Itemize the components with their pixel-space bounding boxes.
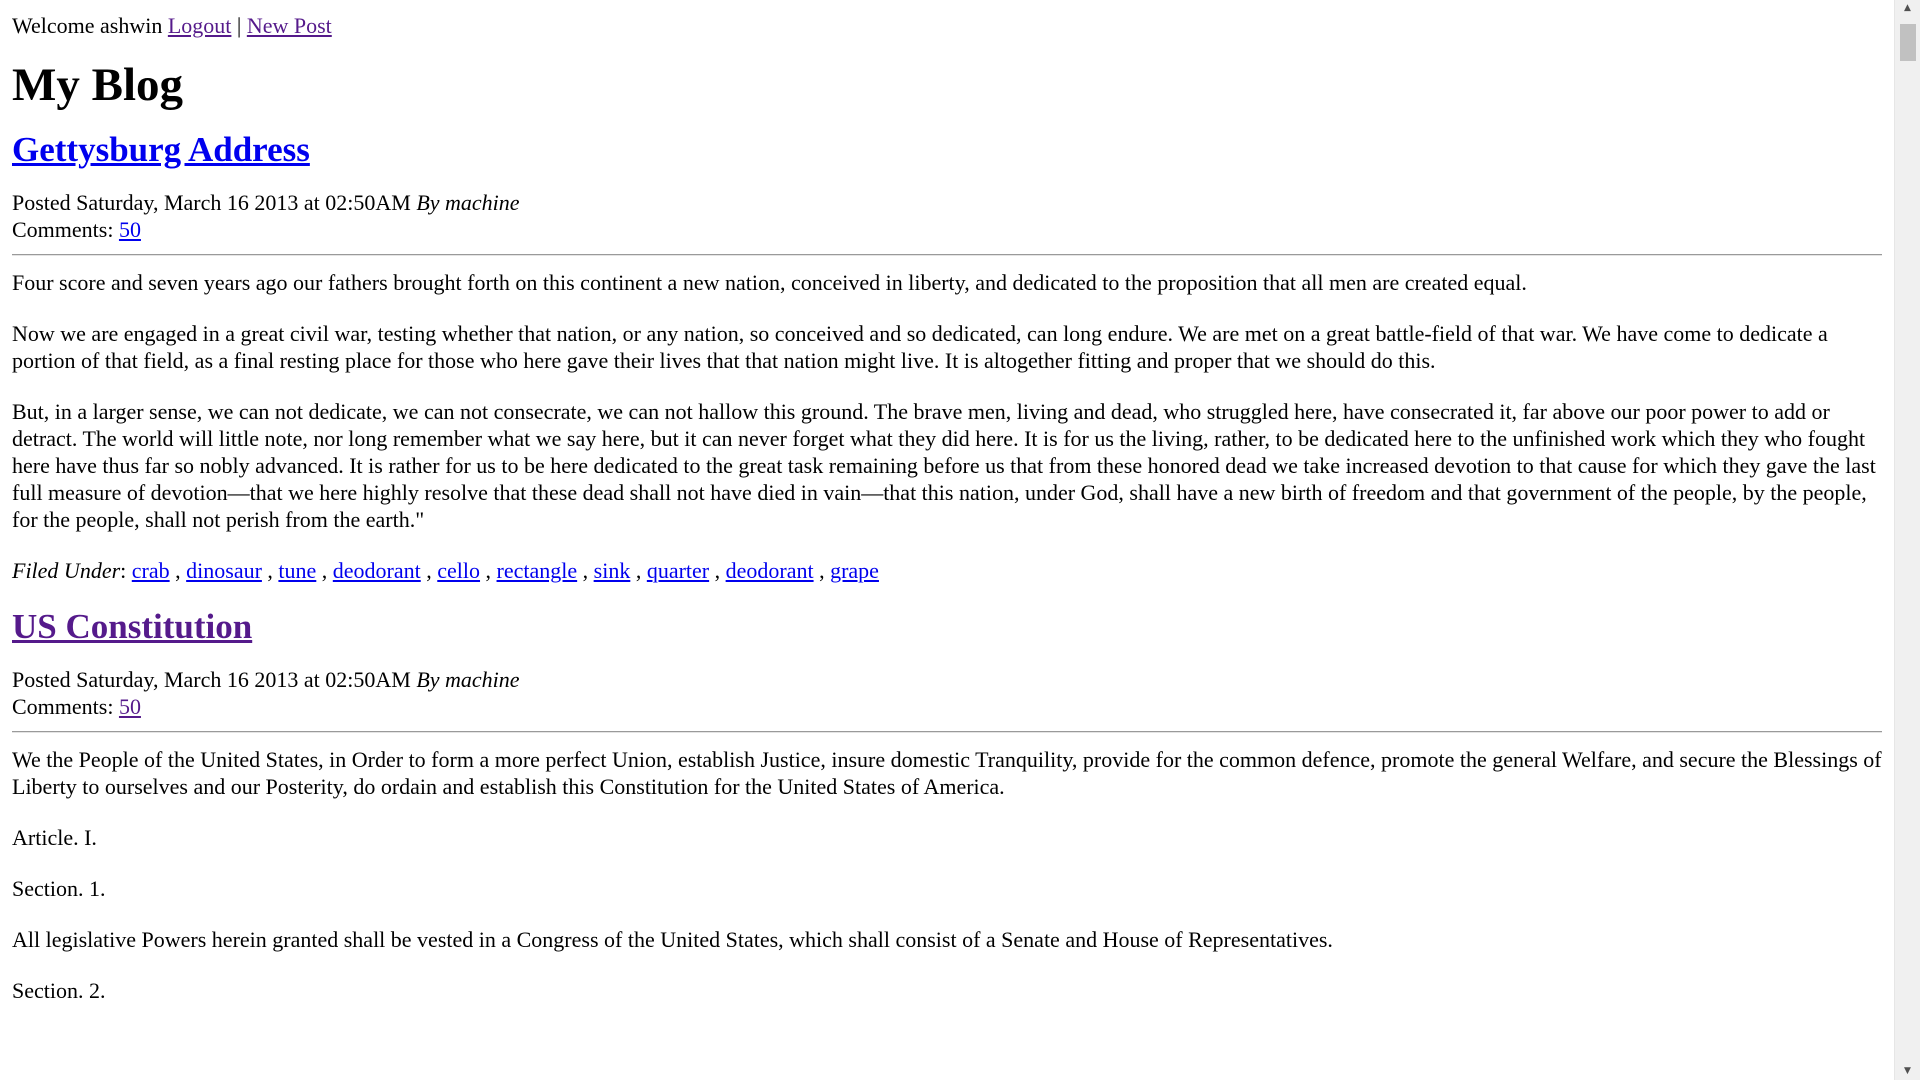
post-title bbox=[12, 606, 1882, 648]
tag-link[interactable]: quarter bbox=[646, 558, 710, 583]
post-by-label: By bbox=[416, 190, 440, 215]
tag-link[interactable]: cello bbox=[437, 558, 481, 583]
post-paragraph: All legislative Powers herein granted shall be vested in a Congress of the United States, which shall consist of a Senate and House of Representatives. bbox=[12, 927, 1333, 952]
post-meta bbox=[12, 666, 1882, 720]
comments-count-link[interactable]: 50 bbox=[118, 217, 141, 242]
tag-link[interactable]: sink bbox=[593, 558, 631, 583]
comments-count-link[interactable]: 50 bbox=[118, 694, 141, 719]
post-title-link[interactable]: Gettysburg Address bbox=[12, 130, 310, 169]
logout-link[interactable]: Logout bbox=[167, 13, 232, 38]
post-date: Posted Saturday, March 16 2013 at 02:50AM bbox=[12, 190, 411, 215]
post-by-label: By bbox=[416, 667, 440, 692]
post-title bbox=[12, 129, 1882, 171]
filed-under-label: Filed Under bbox=[12, 558, 121, 583]
topbar-separator: | bbox=[236, 13, 242, 38]
tag-link[interactable]: deodorant bbox=[332, 558, 421, 583]
post-divider bbox=[12, 731, 1882, 733]
post-us-constitution bbox=[12, 606, 1882, 1004]
post-paragraph: Section. 2. bbox=[12, 978, 106, 1003]
scroll-thumb[interactable] bbox=[1900, 24, 1916, 61]
post-paragraph: Article. I. bbox=[12, 825, 97, 850]
tag-link[interactable]: crab bbox=[131, 558, 170, 583]
post-paragraph: But, in a larger sense, we can not dedicate, we can not consecrate, we can not hallow this ground. The brave men, living and dead, who struggled here, have consecrated it, far above our poor power to add or detract. The world will little note, nor long remember what we say here, but it can never forget what they did here. It is for us the living, rather, to be dedicated here to the unfinished work which they who fought here have thus far so nobly advanced. It is rather for us to be here dedicated to the great task remaining before us that from these honored dead we take increased devotion to that cause for which they gave the last full measure of devotion—that we here highly resolve that these dead shall not have died in vain—that this nation, under God, shall have a new birth of freedom and that government of the people, by the people, for the people, shall not perish from the earth." bbox=[12, 399, 1876, 532]
post-body bbox=[12, 269, 1882, 533]
post-author: machine bbox=[445, 667, 520, 692]
tag-link[interactable]: dinosaur bbox=[186, 558, 262, 583]
comments-label: Comments: bbox=[12, 217, 114, 242]
welcome-text: Welcome ashwin bbox=[12, 13, 163, 38]
vertical-scrollbar[interactable] bbox=[1894, 0, 1920, 1080]
comments-label: Comments: bbox=[12, 694, 114, 719]
post-paragraph: Now we are engaged in a great civil war, testing whether that nation, or any nation, so conceived and so dedicated, can long endure. We are met on a great battle-field of that war. We have come to dedicate a portion of that field, as a final resting place for those who here gave their lives that that nation might live. It is altogether fitting and proper that we should do this. bbox=[12, 321, 1828, 373]
tag-link[interactable]: tune bbox=[278, 558, 317, 583]
post-paragraph: We the People of the United States, in Order to form a more perfect Union, establish Justice, insure domestic Tranquility, provide for the common defence, promote the general Welfare, and secure the Blessings of Liberty to ourselves and our Posterity, do ordain and establish this Constitution for the United States of America. bbox=[12, 747, 1882, 799]
post-meta bbox=[12, 189, 1882, 243]
post-date: Posted Saturday, March 16 2013 at 02:50AM bbox=[12, 667, 411, 692]
post-body bbox=[12, 746, 1882, 1004]
tag-link[interactable]: deodorant bbox=[725, 558, 814, 583]
tag-link[interactable]: rectangle bbox=[496, 558, 578, 583]
post-gettysburg-address bbox=[12, 129, 1882, 584]
post-title-link[interactable]: US Constitution bbox=[12, 607, 253, 646]
scroll-up-arrow-icon[interactable]: ▲ bbox=[1904, 3, 1911, 13]
post-divider bbox=[12, 254, 1882, 256]
new-post-link[interactable]: New Post bbox=[246, 13, 332, 38]
filed-under: Filed Under: crab , dinosaur , tune , deodorant , cello , rectangle , sink , quarter , deodorant , grape bbox=[12, 558, 879, 583]
blog-title: My Blog bbox=[12, 59, 184, 111]
tag-link[interactable]: grape bbox=[830, 558, 879, 583]
scroll-down-arrow-icon[interactable]: ▼ bbox=[1904, 1066, 1911, 1076]
post-paragraph: Four score and seven years ago our fathers brought forth on this continent a new nation, conceived in liberty, and dedicated to the proposition that all men are created equal. bbox=[12, 270, 1527, 295]
topbar bbox=[12, 12, 1882, 39]
post-paragraph: Section. 1. bbox=[12, 876, 106, 901]
post-author: machine bbox=[445, 190, 520, 215]
